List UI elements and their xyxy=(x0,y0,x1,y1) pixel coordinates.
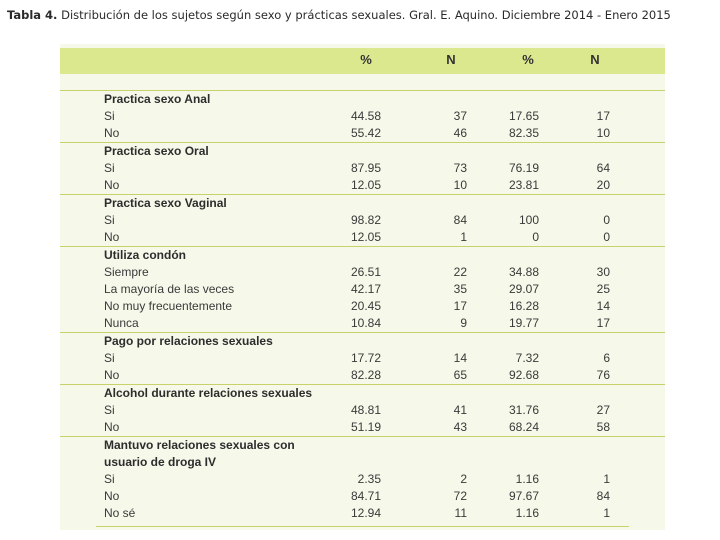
cell-value: 14 xyxy=(596,299,610,313)
table-row xyxy=(60,229,665,246)
section-row xyxy=(60,454,665,471)
table-header xyxy=(60,48,665,74)
table-body xyxy=(60,90,665,522)
cell-value: 48.81 xyxy=(350,403,381,417)
cell-value: 0 xyxy=(532,230,539,244)
section-row xyxy=(60,384,665,402)
cell-value: 17 xyxy=(453,299,467,313)
table-row xyxy=(60,419,665,436)
row-label: No xyxy=(104,368,120,382)
section-title: Utiliza condón xyxy=(104,248,186,262)
cell-value: 87.95 xyxy=(350,161,381,175)
cell-value: 35 xyxy=(453,282,467,296)
cell-value: 97.67 xyxy=(508,489,539,503)
cell-value: 23.81 xyxy=(508,178,539,192)
section-title: Practica sexo Anal xyxy=(104,92,211,106)
cell-value: 0 xyxy=(603,213,610,227)
section-title: Practica sexo Oral xyxy=(104,144,209,158)
cell-value: 34.88 xyxy=(508,265,539,279)
row-label: Si xyxy=(104,161,115,175)
cell-value: 12.94 xyxy=(350,506,381,520)
header-pct-2: % xyxy=(522,52,534,67)
cell-value: 51.19 xyxy=(350,420,381,434)
cell-value: 37 xyxy=(453,109,467,123)
cell-value: 84.71 xyxy=(350,489,381,503)
cell-value: 68.24 xyxy=(508,420,539,434)
cell-value: 31.76 xyxy=(508,403,539,417)
cell-value: 1 xyxy=(460,230,467,244)
cell-value: 1 xyxy=(603,506,610,520)
section-row xyxy=(60,246,665,264)
table-row xyxy=(60,212,665,229)
section-title: Alcohol durante relaciones sexuales xyxy=(104,386,313,400)
table-row xyxy=(60,315,665,332)
table-row xyxy=(60,505,665,522)
caption-text: Distribución de los sujetos según sexo y prácticas sexuales. Gral. E. Aquino. Diciembre 2014 - Enero 2015 xyxy=(61,8,671,22)
section-row xyxy=(60,90,665,108)
cell-value: 76.19 xyxy=(508,161,539,175)
cell-value: 17.65 xyxy=(508,109,539,123)
cell-value: 30 xyxy=(596,265,610,279)
cell-value: 11 xyxy=(454,506,467,520)
cell-value: 82.28 xyxy=(350,368,381,382)
cell-value: 92.68 xyxy=(508,368,539,382)
cell-value: 25 xyxy=(596,282,610,296)
caption-label: Tabla 4. xyxy=(7,8,58,22)
cell-value: 2 xyxy=(460,472,467,486)
row-label: No sé xyxy=(104,506,136,520)
section-row xyxy=(60,436,665,454)
section-title: Mantuvo relaciones sexuales con xyxy=(104,438,295,452)
table-row xyxy=(60,350,665,367)
table-row xyxy=(60,281,665,298)
cell-value: 29.07 xyxy=(508,282,539,296)
row-label: No muy frecuentemente xyxy=(104,299,233,313)
table-row xyxy=(60,108,665,125)
section-row xyxy=(60,332,665,350)
cell-value: 1.16 xyxy=(515,472,539,486)
cell-value: 17 xyxy=(596,109,610,123)
table-row xyxy=(60,367,665,384)
cell-value: 2.35 xyxy=(357,472,381,486)
row-label: No xyxy=(104,126,120,140)
cell-value: 84 xyxy=(453,213,467,227)
cell-value: 17.72 xyxy=(350,351,381,365)
row-label: No xyxy=(104,230,120,244)
cell-value: 46 xyxy=(453,126,467,140)
cell-value: 12.05 xyxy=(350,230,381,244)
section-title: Pago por relaciones sexuales xyxy=(104,334,273,348)
table-row xyxy=(60,471,665,488)
row-label: Si xyxy=(104,109,115,123)
cell-value: 41 xyxy=(453,403,467,417)
cell-value: 10 xyxy=(453,178,467,192)
section-row xyxy=(60,142,665,160)
cell-value: 17 xyxy=(596,316,610,330)
row-label: La mayoría de las veces xyxy=(104,282,235,296)
cell-value: 1.16 xyxy=(515,506,539,520)
cell-value: 20 xyxy=(596,178,610,192)
cell-value: 82.35 xyxy=(508,126,539,140)
row-label: Si xyxy=(104,472,115,486)
table-row xyxy=(60,160,665,177)
table-row xyxy=(60,177,665,194)
cell-value: 43 xyxy=(453,420,467,434)
table-bottom-rule xyxy=(96,526,629,527)
cell-value: 10.84 xyxy=(350,316,381,330)
table-row xyxy=(60,298,665,315)
cell-value: 72 xyxy=(453,489,467,503)
row-label: Si xyxy=(104,403,115,417)
cell-value: 100 xyxy=(518,213,539,227)
cell-value: 1 xyxy=(603,472,610,486)
table-row xyxy=(60,488,665,505)
cell-value: 19.77 xyxy=(508,316,539,330)
header-n-1: N xyxy=(446,52,456,67)
table-panel xyxy=(60,44,665,530)
row-label: No xyxy=(104,178,120,192)
cell-value: 84 xyxy=(596,489,610,503)
cell-value: 65 xyxy=(453,368,467,382)
cell-value: 14 xyxy=(453,351,467,365)
cell-value: 73 xyxy=(453,161,467,175)
header-pct-1: % xyxy=(360,52,372,67)
cell-value: 12.05 xyxy=(350,178,381,192)
cell-value: 22 xyxy=(453,265,467,279)
table-caption xyxy=(7,8,671,22)
table-row xyxy=(60,402,665,419)
cell-value: 7.32 xyxy=(515,351,539,365)
cell-value: 6 xyxy=(603,351,610,365)
section-title-continued: usuario de droga IV xyxy=(104,455,217,469)
cell-value: 26.51 xyxy=(350,265,381,279)
row-label: Si xyxy=(104,213,115,227)
cell-value: 10 xyxy=(596,126,610,140)
cell-value: 16.28 xyxy=(508,299,539,313)
cell-value: 0 xyxy=(603,230,610,244)
cell-value: 76 xyxy=(596,368,610,382)
table-row xyxy=(60,264,665,281)
row-label: No xyxy=(104,420,120,434)
cell-value: 44.58 xyxy=(350,109,381,123)
row-label: Si xyxy=(104,351,115,365)
row-label: Nunca xyxy=(104,316,139,330)
section-title: Practica sexo Vaginal xyxy=(104,196,227,210)
row-label: No xyxy=(104,489,120,503)
table-row xyxy=(60,125,665,142)
header-n-2: N xyxy=(590,52,600,67)
cell-value: 20.45 xyxy=(350,299,381,313)
cell-value: 42.17 xyxy=(350,282,381,296)
cell-value: 27 xyxy=(596,403,610,417)
cell-value: 64 xyxy=(596,161,610,175)
cell-value: 98.82 xyxy=(350,213,381,227)
section-row xyxy=(60,194,665,212)
cell-value: 58 xyxy=(596,420,610,434)
cell-value: 55.42 xyxy=(350,126,381,140)
cell-value: 9 xyxy=(460,316,467,330)
row-label: Siempre xyxy=(104,265,149,279)
